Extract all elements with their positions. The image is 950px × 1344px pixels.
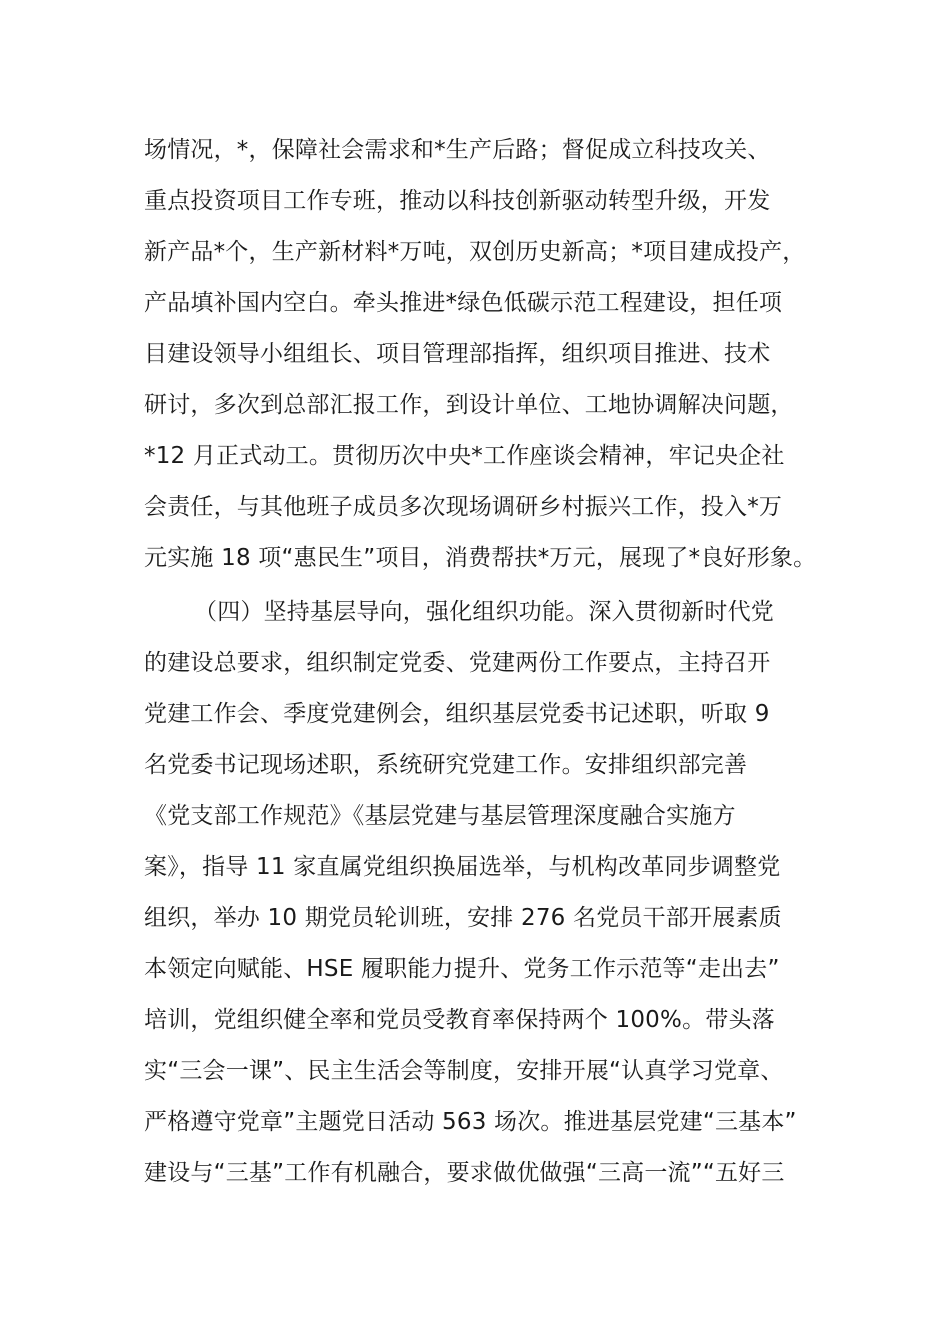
text-line: 案》，指导 11 家直属党组织换届选举，与机构改革同步调整党 (144, 854, 781, 880)
text-line: 本领定向赋能、HSE 履职能力提升、党务工作示范等“走出去” (144, 956, 780, 982)
text-line: （四）坚持基层导向，强化组织功能。深入贯彻新时代党 (194, 599, 774, 625)
text-line: 场情况，*，保障社会需求和*生产后路；督促成立科技攻关、 (144, 137, 771, 163)
text-line: 重点投资项目工作专班，推动以科技创新驱动转型升级，开发 (144, 188, 771, 214)
text-line: *12 月正式动工。贯彻历次中央*工作座谈会精神，牢记央企社 (144, 443, 785, 469)
text-line: 的建设总要求，组织制定党委、党建两份工作要点，主持召开 (144, 650, 771, 676)
text-line: 实“三会一课”、民主生活会等制度，安排开展“认真学习党章、 (144, 1058, 784, 1084)
text-line: 培训，党组织健全率和党员受教育率保持两个 100%。带头落 (144, 1007, 775, 1033)
text-line: 《党支部工作规范》《基层党建与基层管理深度融合实施方 (144, 803, 736, 829)
text-line: 组织，举办 10 期党员轮训班，安排 276 名党员干部开展素质 (144, 905, 782, 931)
text-line: 党建工作会、季度党建例会，组织基层党委书记述职，听取 9 (144, 701, 770, 727)
text-line: 会责任，与其他班子成员多次现场调研乡村振兴工作，投入*万 (144, 494, 783, 520)
text-line: 严格遵守党章”主题党日活动 563 场次。推进基层党建“三基本” (144, 1109, 797, 1135)
text-line: 研讨，多次到总部汇报工作，到设计单位、工地协调解决问题， (144, 392, 794, 418)
text-line: 元实施 18 项“惠民生”项目，消费帮扶*万元，展现了*良好形象。 (144, 545, 817, 571)
text-line: 目建设领导小组组长、项目管理部指挥，组织项目推进、技术 (144, 341, 771, 367)
text-line: 产品填补国内空白。牵头推进*绿色低碳示范工程建设，担任项 (144, 290, 783, 316)
text-line: 建设与“三基”工作有机融合，要求做优做强“三高一流”“五好三 (144, 1160, 785, 1186)
text-line: 名党委书记现场述职，系统研究党建工作。安排组织部完善 (144, 752, 748, 778)
text-line: 新产品*个，生产新材料*万吨，双创历史新高；*项目建成投产， (144, 239, 806, 265)
